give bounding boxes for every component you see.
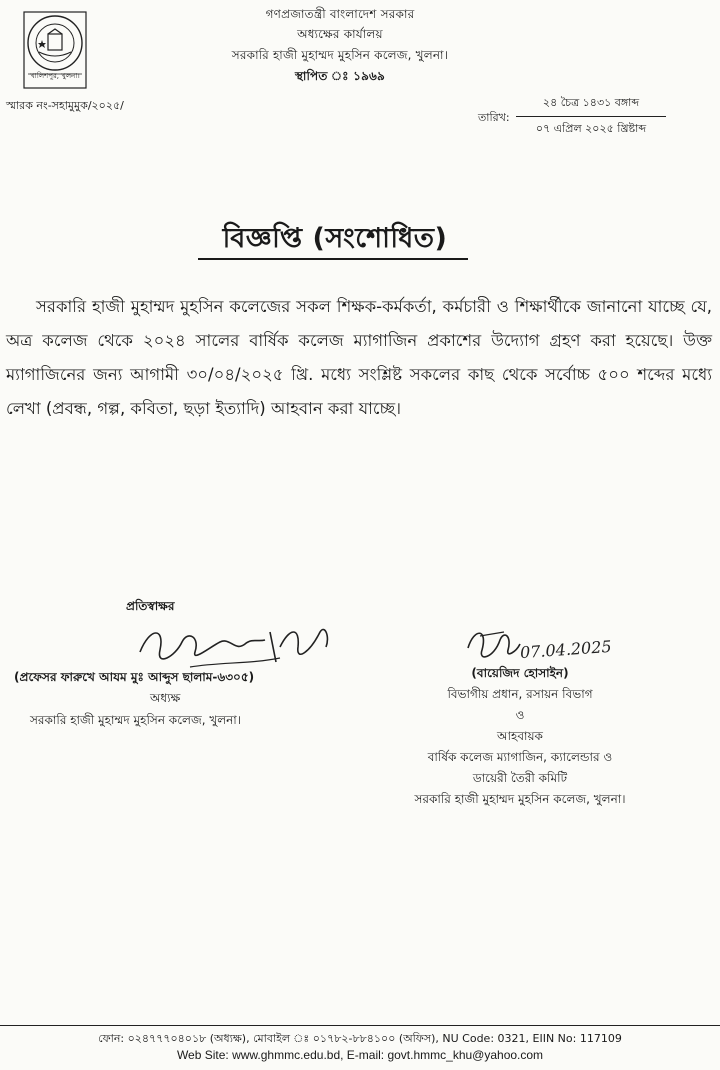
date-english: ০৭ এপ্রিল ২০২৫ খ্রিষ্টাব্দ [535,122,647,135]
convener-line-3: আহবায়ক [497,729,543,743]
date-label: তারিখ: [478,111,510,124]
date-bangla: ২৪ চৈত্র ১৪৩১ বঙ্গাব্দ [542,96,640,109]
established-heading: স্থাপিত ঃ ১৯৬৯ [294,69,386,83]
convener-block [360,663,680,810]
date-divider [516,116,666,117]
convener-line-1: বিভাগীয় প্রধান, রসায়ন বিভাগ [447,687,593,701]
logo-caption: খালিশপুর, খুলনা। [30,72,80,80]
date-block [516,94,666,139]
principal-name: (প্রফেসর ফারুখে আযম মুঃ আব্দুস ছালাম-৬৩০৫) [14,670,255,684]
notice-body: সরকারি হাজী মুহাম্মদ মুহসিন কলেজের সকল শিক্ষক-কর্মকর্তা, কর্মচারী ও শিক্ষার্থীকে জানানো যাচ্ছে যে, অত্র কলেজ থেকে ২০২৪ সালের বার্ষিক কলেজ ম্যাগাজিন প্রকাশের উদ্যোগ গ্রহণ করা হয়েছে। উক্ত ম্যাগাজিনের জন্য আগামী ৩০/০৪/২০২৫ খ্রি. মধ্যে সংশ্লিষ্ট সকলের কাছ থেকে সর্বোচ্চ ৫০০ শব্দের মধ্যে লেখা (প্রবন্ধ, গল্প, কবিতা, ছড়া ইত্যাদি) আহবান করা যাচ্ছে। [6,297,712,418]
government-heading: গণপ্রজাতন্ত্রী বাংলাদেশ সরকার [265,7,415,21]
footer-web: Web Site: www.ghmmc.edu.bd, E-mail: govt.hmmc_khu@yahoo.com [176,1048,544,1062]
convener-name: (বায়েজিদ হোসাইন) [471,666,569,680]
title-underline [198,258,468,260]
countersign-label: প্রতিস্বাক্ষর [126,599,175,613]
convener-line-2: ও [515,708,525,722]
notice-title: বিজ্ঞপ্তি (সংশোধিত) [222,223,448,254]
footer-contact: ফোন: ০২৪৭৭৭০৪০১৮ (অধ্যক্ষ), মোবাইল ঃ ০১৭৮২-৮৮৪১০০ (অফিস), NU Code: 0321, EIIN No: 117109 [98,1032,622,1045]
convener-line-4: বার্ষিক কলেজ ম্যাগাজিন, ক্যালেন্ডার ও [427,750,613,764]
college-heading: সরকারি হাজী মুহাম্মদ মুহসিন কলেজ, খুলনা। [231,48,449,62]
footer-divider [0,1025,720,1026]
convener-line-6: সরকারি হাজী মুহাম্মদ মুহসিন কলেজ, খুলনা। [414,792,626,806]
office-heading: অধ্যক্ষের কার্যালয় [297,27,383,41]
memo-reference: স্মারক নং-সহামুমুক/২০২৫/ [6,99,124,112]
principal-designation: অধ্যক্ষ [150,691,181,705]
handwritten-date: 07.04.2025 [519,636,613,663]
principal-college: সরকারি হাজী মুহাম্মদ মুহসিন কলেজ, খুলনা। [30,713,242,727]
convener-line-5: ডায়েরী তৈরী কমিটি [472,771,568,785]
